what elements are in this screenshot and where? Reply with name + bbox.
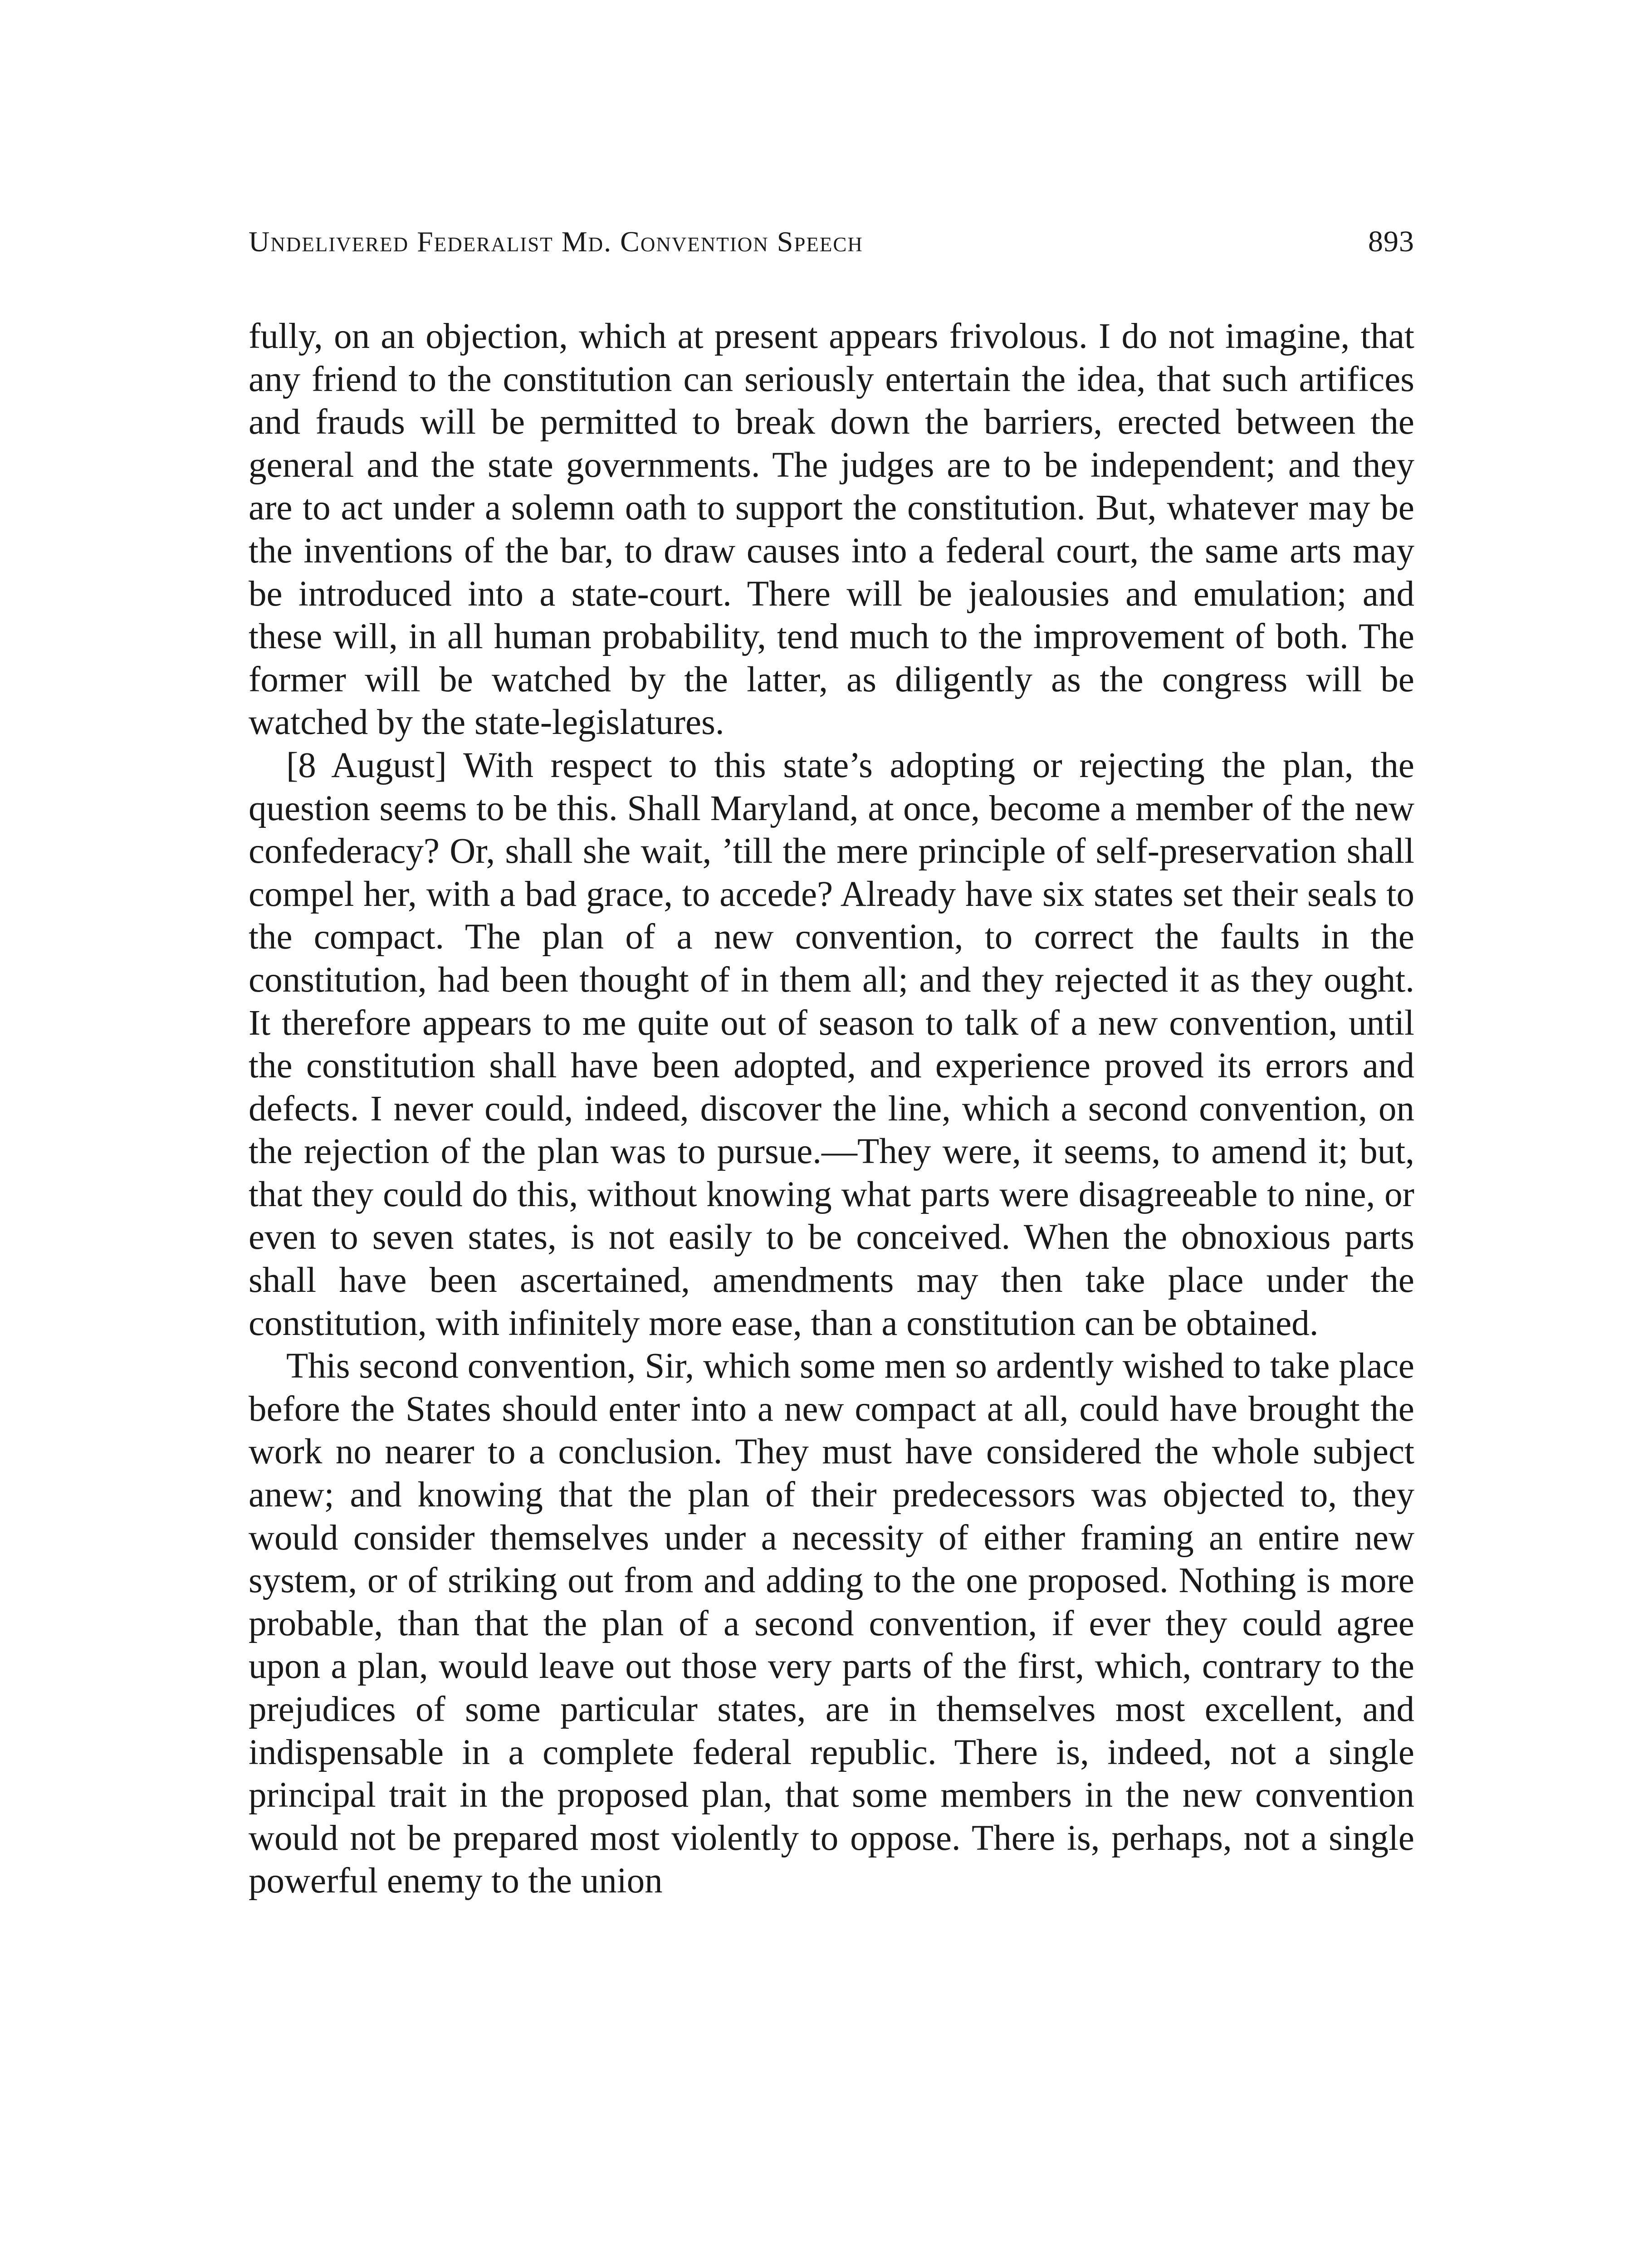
paragraph-8-august: [8 August] With respect to this state’s adopting or rejecting the plan, the question seems to be this. Shall Maryland, at once, become a member of the new confederacy? Or, shall she wait, ’till the mere principle of self-preservation shall compel her, with a bad grace, to accede? Already have six states set their seals to the compact. The plan of a new convention, to correct the faults in the constitution, had been thought of in them all; and they rejected it as they ought. It therefore appears to me quite out of season to talk of a new convention, until the constitution shall have been adopted, and experience proved its errors and defects. I never could, indeed, discover the line, which a second convention, on the rejection of the plan was to pursue.—They were, it seems, to amend it; but, that they could do this, without knowing what parts were disagreeable to nine, or even to seven states, is not easily to be conceived. When the obnoxious parts shall have been ascertained, amendments may then take place under the constitution, with infinitely more ease, than a constitution can be obtained.	[249, 745, 1414, 1343]
paragraph-second-convention: This second convention, Sir, which some men so ardently wished to take place before the States should enter into a new compact at all, could have brought the work no nearer to a conclusion. They must have considered the whole subject anew; and knowing that the plan of their predecessors was objected to, they would consider themselves under a necessity of either framing an entire new system, or of striking out from and adding to the one proposed. Nothing is more probable, than that the plan of a second convention, if ever they could agree upon a plan, would leave out those very parts of the first, which, contrary to the prejudices of some particular states, are in themselves most excellent, and indispensable in a complete federal republic. There is, indeed, not a single principal trait in the proposed plan, that some members in the new convention would not be prepared most violently to oppose. There is, perhaps, not a single powerful enemy to the union	[249, 1346, 1414, 1901]
running-head	[249, 225, 1414, 274]
page-number: 893	[1368, 225, 1414, 258]
body-text	[249, 315, 1414, 1903]
running-title: Undelivered Federalist Md. Convention Speech	[249, 225, 863, 258]
paragraph-continued: fully, on an objection, which at present appears frivolous. I do not imagine, that any friend to the constitution can seriously entertain the idea, that such artifices and frauds will be permitted to break down the barriers, erected between the general and the state governments. The judges are to be independent; and they are to act under a solemn oath to support the constitution. But, whatever may be the inventions of the bar, to draw causes into a federal court, the same arts may be introduced into a state-court. There will be jealousies and emulation; and these will, in all human probability, tend much to the improvement of both. The former will be watched by the latter, as diligently as the congress will be watched by the state-legislatures.	[249, 317, 1414, 743]
